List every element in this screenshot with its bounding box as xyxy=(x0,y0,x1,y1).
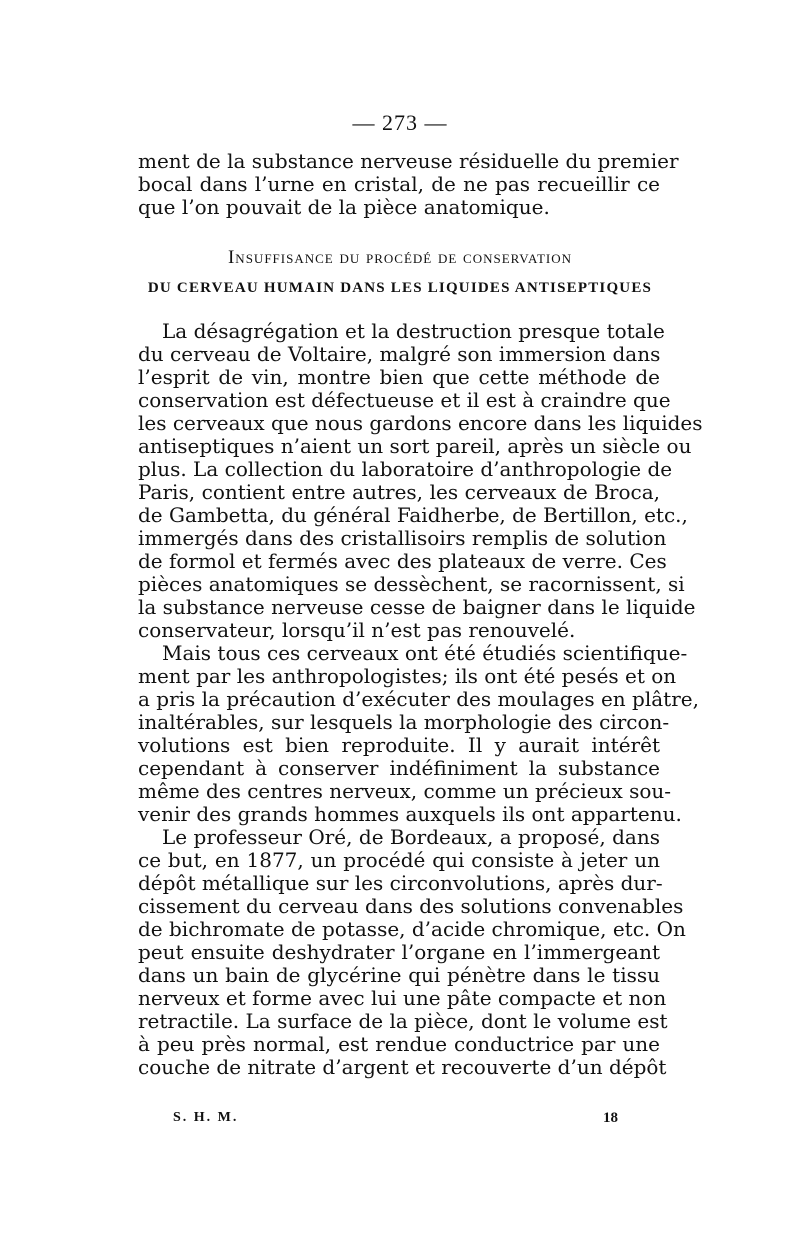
text-line: les cerveaux que nous gardons encore dans les liquides xyxy=(138,411,703,435)
text-line: peut ensuite deshydrater l’organe en l’immergeant xyxy=(138,940,660,964)
text-line: La désagrégation et la destruction presque totale xyxy=(162,319,665,343)
text-line: cependant à conserver indéfiniment la substance xyxy=(138,756,660,780)
text-line: plus. La collection du laboratoire d’anthropologie de xyxy=(138,457,673,481)
page-number: — 273 — xyxy=(352,110,448,135)
text-line: que l’on pouvait de la pièce anatomique. xyxy=(138,195,550,219)
text-line: à peu près normal, est rendue conductrice par une xyxy=(138,1032,660,1056)
text-line: dans un bain de glycérine qui pénètre dans le tissu xyxy=(138,963,660,987)
text-line: couche de nitrate d’argent et recouverte d’un dépôt xyxy=(138,1055,667,1079)
text-line: Mais tous ces cerveaux ont été étudiés scientifique- xyxy=(162,641,688,665)
text-line: l’esprit de vin, montre bien que cette méthode de xyxy=(138,365,660,389)
text-line: immergés dans des cristallisoirs remplis de solution xyxy=(138,526,667,550)
text-line: ment par les anthropologistes; ils ont été pesés et on xyxy=(138,664,677,688)
text-line: Le professeur Oré, de Bordeaux, a proposé, dans xyxy=(162,825,660,849)
text-line: volutions est bien reproduite. Il y aurait intérêt xyxy=(138,733,660,757)
text-line: de formol et fermés avec des plateaux de verre. Ces xyxy=(138,549,667,573)
text-line: de Gambetta, du général Faidherbe, de Bertillon, etc., xyxy=(138,503,688,527)
text-line: de bichromate de potasse, d’acide chromique, etc. On xyxy=(138,917,686,941)
text-line: même des centres nerveux, comme un précieux sou- xyxy=(138,779,672,803)
intro-paragraph xyxy=(138,149,679,219)
text-line: conservation est défectueuse et il est à craindre que xyxy=(138,388,671,412)
section-heading-line-1: Insuffisance du procédé de conservation xyxy=(227,247,573,268)
text-line: ment de la substance nerveuse résiduelle du premier xyxy=(138,149,679,173)
text-line: la substance nerveuse cesse de baigner dans le liquide xyxy=(138,595,696,619)
text-line: ce but, en 1877, un procédé qui consiste à jeter un xyxy=(138,848,660,872)
text-line: retractile. La surface de la pièce, dont le volume est xyxy=(138,1009,668,1033)
footer-sheet-number: 18 xyxy=(603,1110,618,1126)
body-text xyxy=(138,319,703,1079)
text-line: nerveux et forme avec lui une pâte compacte et non xyxy=(138,986,667,1010)
text-line: cissement du cerveau dans des solutions convenables xyxy=(138,894,684,918)
text-line: a pris la précaution d’exécuter des moulages en plâtre, xyxy=(138,687,699,711)
text-line: pièces anatomiques se dessèchent, se racornissent, si xyxy=(138,572,685,596)
footer-signature: S. H. M. xyxy=(173,1110,239,1125)
text-line: du cerveau de Voltaire, malgré son immersion dans xyxy=(138,342,661,366)
text-line: inaltérables, sur lesquels la morphologie des circon- xyxy=(138,710,670,734)
text-line: dépôt métallique sur les circonvolutions, après dur- xyxy=(138,871,663,895)
section-heading-line-2: DU CERVEAU HUMAIN DANS LES LIQUIDES ANTISEPTIQUES xyxy=(147,280,653,296)
text-line: antiseptiques n’aient un sort pareil, après un siècle ou xyxy=(138,434,692,458)
text-line: conservateur, lorsqu’il n’est pas renouvelé. xyxy=(138,618,576,642)
text-line: venir des grands hommes auxquels ils ont appartenu. xyxy=(138,802,682,826)
text-line: Paris, contient entre autres, les cerveaux de Broca, xyxy=(138,480,660,504)
text-line: bocal dans l’urne en cristal, de ne pas recueillir ce xyxy=(138,172,660,196)
